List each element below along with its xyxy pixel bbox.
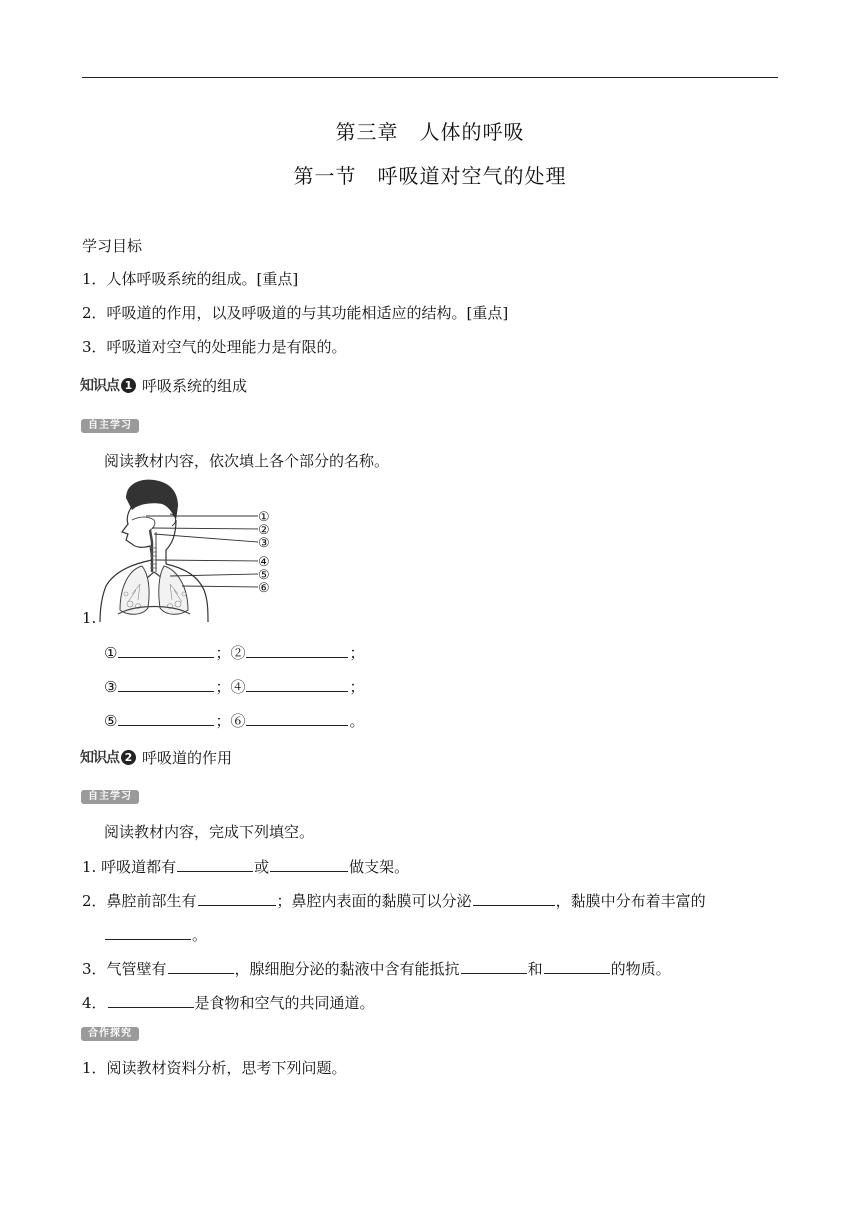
question-1 [82, 856, 409, 877]
blank-label: ③ [104, 678, 118, 696]
separator: ； [349, 678, 365, 696]
knowledge-point-badge [80, 375, 136, 395]
kp2-instruction: 阅读教材内容，完成下列填空。 [104, 823, 315, 841]
figure-label-2: ② [258, 523, 270, 538]
fill-blank[interactable] [168, 958, 234, 974]
separator: ； [349, 644, 365, 662]
knowledge-point-1-header [80, 374, 247, 396]
cooperative-inquiry-tag: 合作探究 [81, 1027, 139, 1041]
knowledge-point-number: 1 [121, 378, 136, 393]
figure-label-3: ③ [258, 536, 270, 551]
question-4 [82, 992, 375, 1013]
figure-label-4: ④ [258, 555, 270, 570]
fill-blank[interactable] [246, 642, 348, 658]
fill-blank[interactable] [198, 890, 276, 906]
separator: ； [215, 712, 231, 730]
question-text: ；鼻腔内表面的黏膜可以分泌 [276, 892, 472, 910]
knowledge-point-2-header [80, 746, 232, 768]
question-2 [82, 890, 706, 911]
header-rule [82, 77, 778, 78]
fill-blank[interactable] [118, 642, 214, 658]
blank-row-2 [104, 676, 365, 697]
fill-blank[interactable] [177, 856, 253, 872]
kp1-item-number: 1. [82, 609, 97, 627]
question-text: ，黏膜中分布着丰富的 [555, 892, 706, 910]
question-text: 3．气管壁有 [82, 960, 167, 978]
blank-label: ② [230, 644, 246, 662]
question-text: ，腺细胞分泌的黏液中含有能抵抗 [234, 960, 460, 978]
question-text: 或 [254, 858, 270, 876]
self-study-tag: 自主学习 [81, 790, 139, 804]
blank-row-3 [104, 710, 365, 731]
kp1-instruction: 阅读教材内容，依次填上各个部分的名称。 [104, 452, 390, 470]
blank-label: ④ [230, 678, 246, 696]
question-text: 2．鼻腔前部生有 [82, 892, 197, 910]
question-text: 和 [527, 960, 543, 978]
separator: ； [215, 678, 231, 696]
respiratory-system-illustration [92, 476, 272, 624]
figure-label-5: ⑤ [258, 568, 270, 583]
question-text: 1. 呼吸道都有 [82, 858, 177, 876]
fill-blank[interactable] [118, 710, 214, 726]
blank-row-1 [104, 642, 365, 663]
knowledge-point-badge-text: 知识点 [80, 750, 119, 766]
inquiry-question-1: 1．阅读教材资料分析，思考下列问题。 [82, 1059, 347, 1077]
knowledge-point-title: 呼吸道的作用 [142, 748, 233, 767]
question-text: 做支架。 [349, 858, 410, 876]
chapter-title: 第三章 人体的呼吸 [335, 120, 525, 144]
fill-blank[interactable] [270, 856, 348, 872]
separator: ； [215, 644, 231, 662]
fill-blank[interactable] [473, 890, 555, 906]
question-2-continued [104, 924, 207, 945]
knowledge-point-badge-text: 知识点 [80, 378, 119, 394]
figure-label-6: ⑥ [258, 581, 270, 596]
blank-label: ⑤ [104, 712, 118, 730]
question-text: 是食物和空气的共同通道。 [194, 994, 375, 1012]
blank-label: ① [104, 644, 118, 662]
fill-blank[interactable] [544, 958, 610, 974]
respiratory-system-diagram [92, 476, 272, 624]
objectives-heading: 学习目标 [82, 237, 143, 255]
knowledge-point-badge [80, 747, 136, 767]
fill-blank[interactable] [108, 992, 194, 1008]
fill-blank[interactable] [461, 958, 527, 974]
question-3 [82, 958, 671, 979]
fill-blank[interactable] [105, 924, 191, 940]
objective-item-1: 1．人体呼吸系统的组成。[重点] [82, 270, 299, 288]
figure-label-1: ① [258, 510, 270, 525]
blank-label: ⑥ [230, 712, 246, 730]
separator: 。 [349, 712, 365, 730]
fill-blank[interactable] [246, 710, 348, 726]
self-study-tag: 自主学习 [81, 419, 139, 433]
knowledge-point-title: 呼吸系统的组成 [142, 376, 248, 395]
objective-item-2: 2．呼吸道的作用，以及呼吸道的与其功能相适应的结构。[重点] [82, 304, 509, 322]
section-title: 第一节 呼吸道对空气的处理 [293, 164, 567, 188]
question-text: 4． [82, 994, 107, 1012]
question-text: 。 [192, 926, 208, 944]
objective-item-3: 3．呼吸道对空气的处理能力是有限的。 [82, 338, 347, 356]
knowledge-point-number: 2 [121, 750, 136, 765]
fill-blank[interactable] [246, 676, 348, 692]
fill-blank[interactable] [118, 676, 214, 692]
question-text: 的物质。 [610, 960, 671, 978]
